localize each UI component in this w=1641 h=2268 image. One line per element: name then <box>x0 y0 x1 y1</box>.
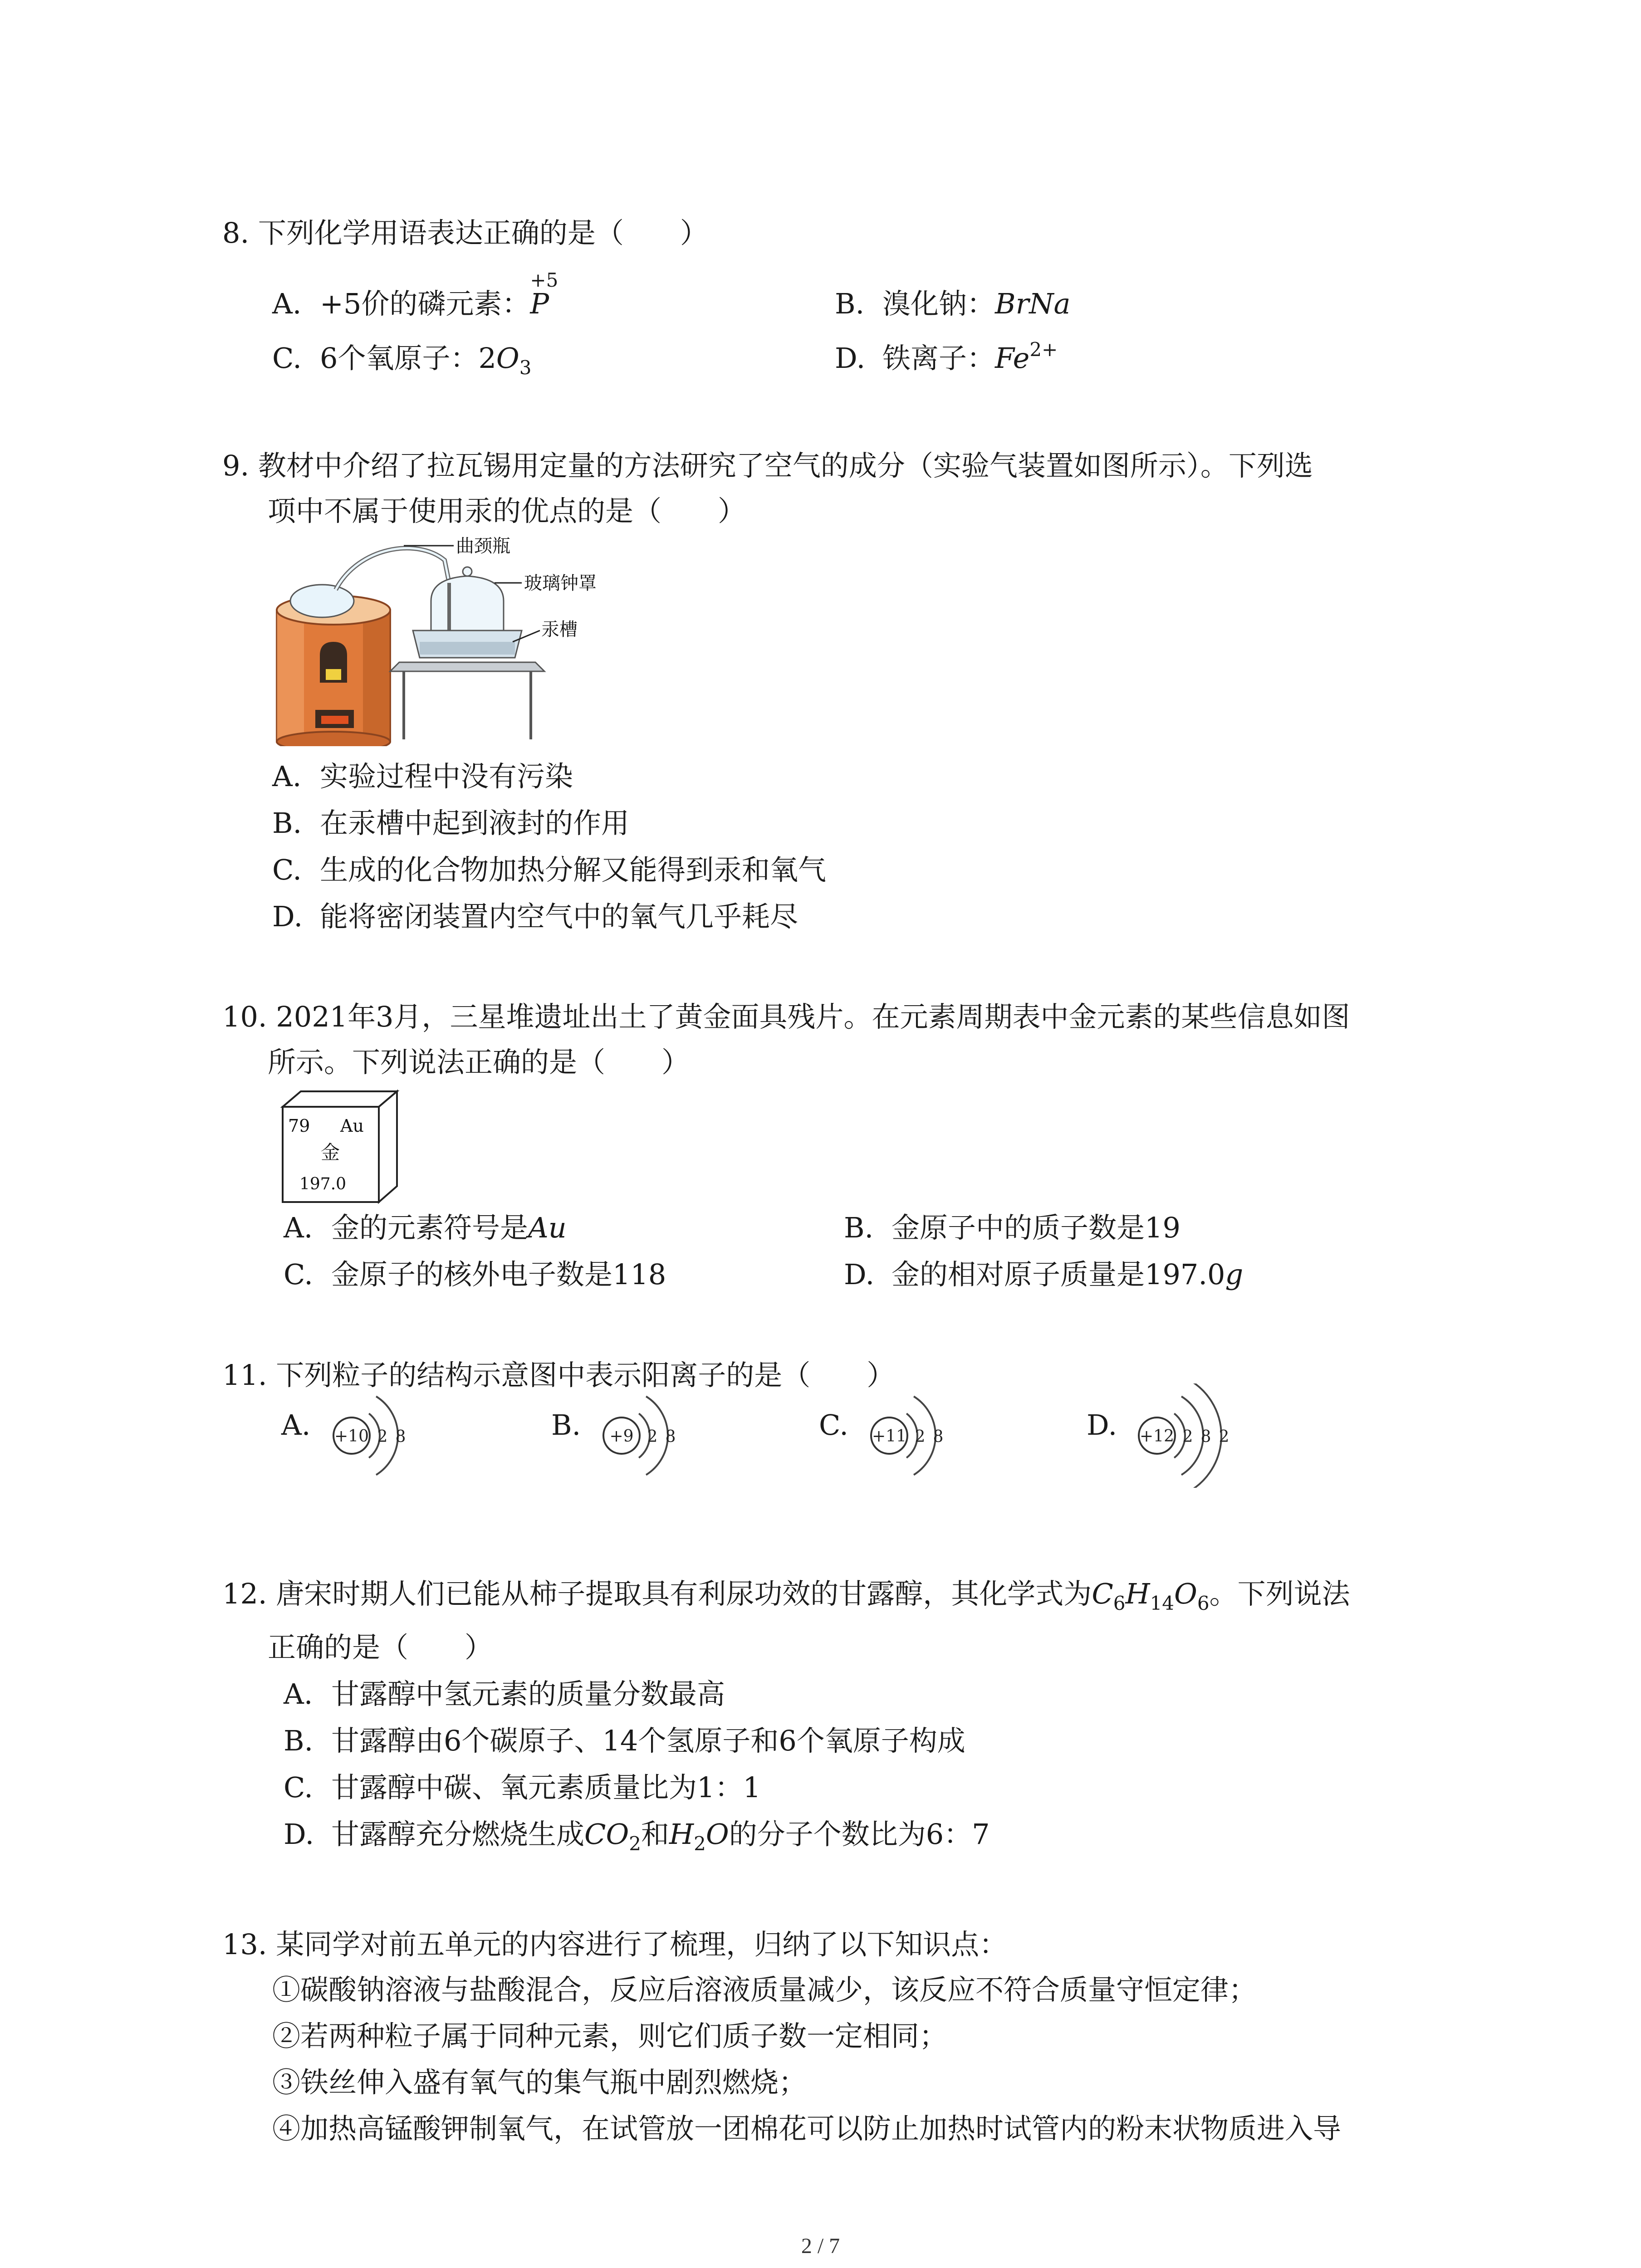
element-symbol: Au <box>340 1116 364 1136</box>
option-label: A. <box>272 760 302 793</box>
option-label: D. <box>844 1258 875 1291</box>
element-symbol: Au <box>528 1211 567 1244</box>
nucleus-charge: +10 <box>334 1427 369 1446</box>
atom-structure-diagram <box>327 1383 463 1488</box>
option-text: 铁离子： <box>882 342 995 375</box>
periodic-table-cell-gold <box>279 1089 402 1207</box>
option-label: C. <box>284 1258 313 1291</box>
electron-count: 2 <box>377 1427 388 1446</box>
unit: g <box>1225 1258 1244 1291</box>
element-symbol: O <box>496 342 519 375</box>
option-text-and: 和 <box>641 1818 670 1851</box>
formula-co-count: 2 <box>629 1833 642 1855</box>
electron-count: 8 <box>395 1427 406 1446</box>
q8-option-a <box>272 269 558 327</box>
page-number: 2 / 7 <box>801 2234 840 2258</box>
q12-option-c <box>284 1764 761 1811</box>
q10-option-b <box>844 1204 1181 1251</box>
option-text-end: 的分子个数比为6：7 <box>729 1818 990 1851</box>
q10-option-c <box>284 1251 666 1298</box>
q12-option-d <box>284 1811 990 1858</box>
option-text: +5价的磷元素： <box>320 287 530 320</box>
option-label: B. <box>284 1724 314 1757</box>
option-text: 甘露醇中碳、氧元素质量比为1：1 <box>331 1771 761 1804</box>
formula-o: O <box>705 1818 729 1851</box>
electron-count: 8 <box>665 1427 676 1446</box>
q10-option-d <box>844 1251 1243 1298</box>
q9-option-d <box>272 893 798 940</box>
atom-structure-diagram <box>1132 1383 1268 1488</box>
option-text: 6个氧原子： <box>320 342 479 375</box>
formula-o-count: 6 <box>1197 1592 1210 1614</box>
option-text: 甘露醇充分燃烧生成 <box>331 1818 585 1851</box>
electron-count: 8 <box>933 1427 944 1446</box>
option-text: 溴化钠： <box>882 287 995 320</box>
option-label: B. <box>272 807 302 840</box>
label-retort: 曲颈瓶 <box>456 536 510 557</box>
option-text: 金原子的核外电子数是118 <box>331 1258 666 1291</box>
q12-stem-line2: 正确的是（ ） <box>268 1631 493 1664</box>
label-bell-jar: 玻璃钟罩 <box>524 573 597 594</box>
formula-o: O <box>1174 1577 1197 1610</box>
option-label: D. <box>1087 1408 1117 1442</box>
formula: BrNa <box>995 287 1071 320</box>
electron-count: 2 <box>1182 1427 1193 1446</box>
stand-top <box>390 662 544 671</box>
option-text: 甘露醇由6个碳原子、14个氢原子和6个氧原子构成 <box>331 1724 965 1757</box>
q13-stem: 13. 某同学对前五单元的内容进行了梳理，归纳了以下知识点： <box>222 1928 1008 1961</box>
option-label: A. <box>281 1408 311 1442</box>
valence-symbol <box>530 269 558 327</box>
option-text: 在汞槽中起到液封的作用 <box>320 807 630 840</box>
formula-h: H <box>1125 1577 1150 1610</box>
ion-charge: 2+ <box>1029 338 1058 361</box>
formula-c: C <box>1092 1577 1113 1610</box>
nucleus-charge: +9 <box>609 1427 634 1446</box>
element-symbol: Fe <box>995 342 1030 375</box>
option-label: D. <box>284 1818 314 1851</box>
electron-count: 2 <box>1219 1427 1230 1446</box>
q12-option-a <box>284 1671 725 1718</box>
option-text: 能将密闭装置内空气中的氧气几乎耗尽 <box>320 900 798 933</box>
q12-stem-line1 <box>222 1570 1456 1618</box>
element-name: 金 <box>321 1141 340 1163</box>
element-symbol: P <box>530 287 549 320</box>
q8-option-b <box>835 280 1070 327</box>
electron-count: 2 <box>647 1427 658 1446</box>
q9-stem-line1: 9. 教材中介绍了拉瓦锡用定量的方法研究了空气的成分（实验气装置如图所示）。下列选 <box>222 449 1313 482</box>
option-label: B. <box>835 287 865 320</box>
option-label: C. <box>819 1408 848 1442</box>
option-label: B. <box>551 1408 581 1442</box>
option-text: 金的元素符号是 <box>331 1211 529 1244</box>
coefficient: 2 <box>478 342 496 375</box>
stem-text: 12. 唐宋时期人们已能从柿子提取具有利尿功效的甘露醇，其化学式为 <box>222 1577 1092 1610</box>
option-text: 生成的化合物加热分解又能得到汞和氧气 <box>320 853 827 886</box>
option-label: D. <box>835 342 866 375</box>
atomic-number: 79 <box>288 1116 310 1136</box>
subscript: 3 <box>519 357 532 379</box>
q12-option-b <box>284 1717 965 1765</box>
formula-co: CO <box>584 1818 629 1851</box>
electron-count: 8 <box>1200 1427 1211 1446</box>
atom-structure-diagram <box>864 1383 1000 1488</box>
formula-c-count: 6 <box>1113 1592 1126 1614</box>
option-text: 甘露醇中氢元素的质量分数最高 <box>331 1677 725 1711</box>
option-label: D. <box>272 900 303 933</box>
q10-option-a <box>284 1204 567 1251</box>
formula-h-count: 14 <box>1150 1592 1175 1614</box>
option-text: 实验过程中没有污染 <box>320 760 573 793</box>
option-label: C. <box>272 342 302 375</box>
nucleus-charge: +12 <box>1140 1427 1174 1446</box>
q13-item-2: ②若两种粒子属于同种元素，则它们质子数一定相同； <box>272 2019 948 2053</box>
option-label: C. <box>272 853 302 886</box>
q10-stem-line1: 10. 2021年3月，三星堆遗址出土了黄金面具残片。在元素周期表中金元素的某些信息如图 <box>222 1000 1350 1033</box>
q10-stem-line2: 所示。下列说法正确的是（ ） <box>268 1046 690 1079</box>
q8-stem: 8. 下列化学用语表达正确的是（ ） <box>222 216 708 249</box>
valence-value: +5 <box>530 269 558 291</box>
stem-text-end: 。下列说法 <box>1209 1577 1350 1610</box>
q8-option-d <box>835 335 1058 382</box>
option-label: B. <box>844 1211 874 1244</box>
option-label: A. <box>272 287 302 320</box>
q9-option-c <box>272 846 826 894</box>
retort-flask <box>290 585 354 617</box>
nucleus-charge: +11 <box>872 1427 906 1446</box>
option-label: A. <box>284 1677 313 1711</box>
lavoisier-apparatus-figure <box>268 533 612 746</box>
label-trough: 汞槽 <box>541 619 578 640</box>
q13-item-1: ①碳酸钠溶液与盐酸混合，反应后溶液质量减少，该反应不符合质量守恒定律； <box>272 1973 1257 2006</box>
q13-item-3: ③铁丝伸入盛有氧气的集气瓶中剧烈燃烧； <box>272 2066 807 2099</box>
formula-h: H <box>669 1818 694 1851</box>
q13-item-4: ④加热高锰酸钾制氧气，在试管放一团棉花可以防止加热时试管内的粉末状物质进入导 <box>272 2112 1342 2145</box>
electron-count: 2 <box>915 1427 926 1446</box>
option-text: 金原子中的质子数是19 <box>892 1211 1181 1244</box>
formula-h-count: 2 <box>694 1833 706 1855</box>
option-label: C. <box>284 1771 313 1804</box>
atom-structure-diagram <box>597 1383 733 1488</box>
q9-option-b <box>272 800 629 847</box>
q9-option-a <box>272 753 573 800</box>
q8-option-c <box>272 335 531 382</box>
option-text: 金的相对原子质量是197.0 <box>892 1258 1225 1291</box>
option-label: A. <box>284 1211 313 1244</box>
q9-stem-line2: 项中不属于使用汞的优点的是（ ） <box>268 494 746 528</box>
q11-stem: 11. 下列粒子的结构示意图中表示阳离子的是（ ） <box>222 1359 895 1392</box>
atomic-mass: 197.0 <box>299 1175 347 1193</box>
